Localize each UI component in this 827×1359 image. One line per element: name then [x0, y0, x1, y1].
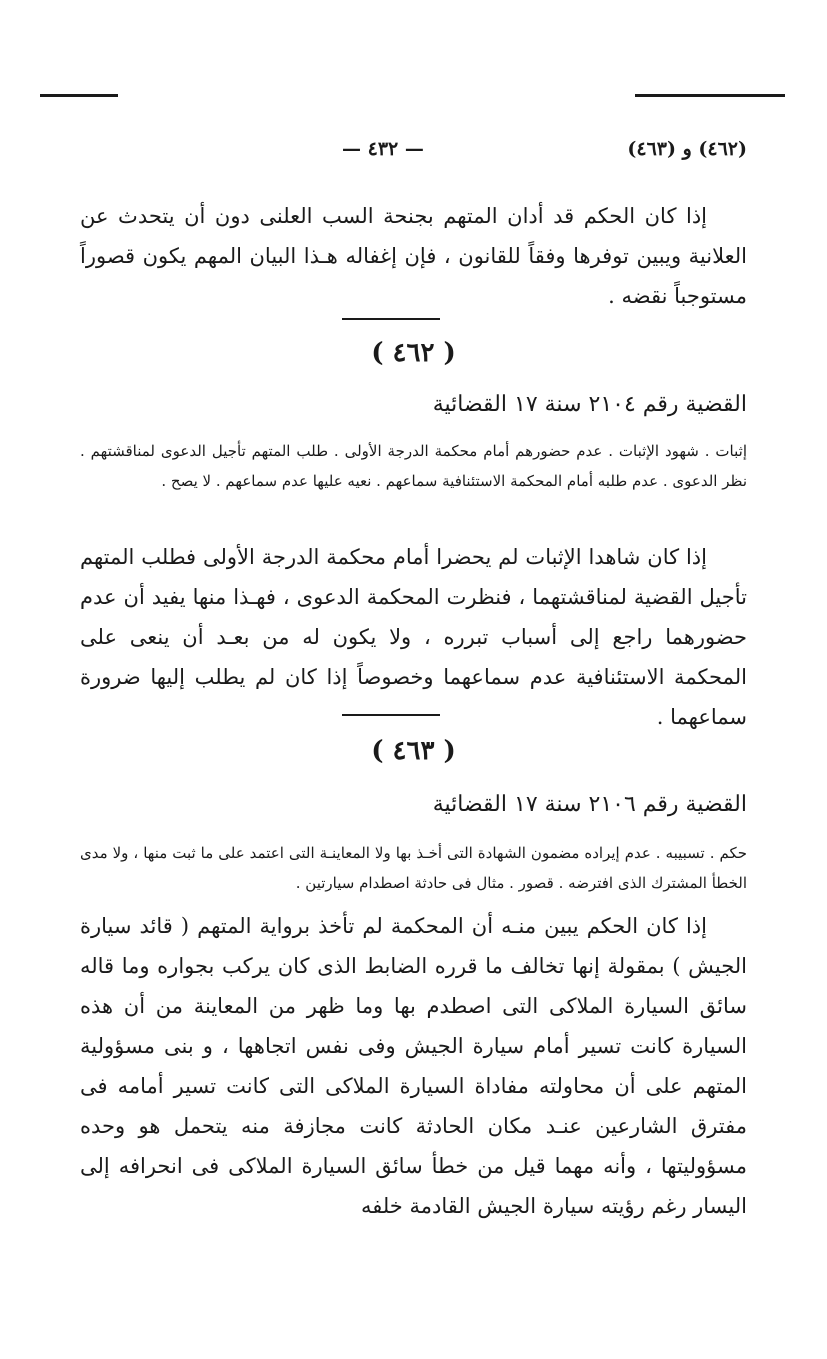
case-summary-462: إثبات . شهود الإثبات . عدم حضورهم أمام محكمة الدرجة الأولى . طلب المتهم تأجيل الدعوى لمناقشتهم . نظر الدعوى . عدم طلبه أمام المحكمة الاستئنافية سماعهم . نعيه عليها عدم سماعهم . لا يصح .	[80, 442, 747, 490]
case-title-463: القضية رقم ٢١٠٦ سنة ١٧ القضائية	[432, 792, 747, 817]
section-number-462: ( ٤٦٢ )	[371, 338, 456, 368]
case-summary-463: حكم . تسبيبه . عدم إيراده مضمون الشهادة التى أخـذ بها ولا المعاينـة التى اعتمد على ما ثبت منها ، ولا مدى الخطأ المشترك الذى افترضه . قصور . مثال فى حادثة اصطدام سيارتين .	[80, 844, 747, 892]
top-rule-right	[635, 94, 785, 97]
header-case-numbers: (٤٦٢) و (٤٦٣)	[627, 138, 747, 160]
section-divider-462	[342, 318, 440, 320]
section-number-463: ( ٤٦٣ )	[371, 736, 456, 766]
top-rule-left	[40, 94, 118, 97]
intro-paragraph: إذا كان الحكم قد أدان المتهم بجنحة السب العلنى دون أن يتحدث عن العلانية ويبين توفرها وفقاً للقانون ، فإن إغفاله هـذا البيان المهم يكون قصوراً مستوجباً نقضه .	[80, 204, 747, 308]
page-header	[80, 138, 747, 172]
ruling-paragraph-463: إذا كان الحكم يبين منـه أن المحكمة لم تأخذ برواية المتهم ( قائد سيارة الجيش ) بمقولة إنها تخالف ما قرره الضابط الذى كان يركب بجواره وما قاله سائق السيارة الملاكى التى اصطدم بها وما ظهر من المعاينة من أن هذه السيارة كانت تسير أمام سيارة الجيش وفى نفس اتجاهها ، و بنى مسؤولية المتهم على أن محاولته مفاداة السيارة الملاكى التى كانت تسير أمامه فى مفترق الشارعين عنـد مكان الحادثة كانت مجازفة منه يتحمل هو وحده مسؤوليتها ، وأنه مهما قيل من خطأ سائق السيارة الملاكى فى انحرافه إلى اليسار رغم رؤيته سيارة الجيش القادمة خلفه	[80, 914, 747, 1218]
ruling-paragraph-462: إذا كان شاهدا الإثبات لم يحضرا أمام محكمة الدرجة الأولى فطلب المتهم تأجيل القضية لمناقشتهما ، فنظرت المحكمة الدعوى ، فهـذا منها يفيد أن عدم حضورهما راجع إلى أسباب تبرره ، ولا يكون له من بعـد أن ينعى على المحكمة الاستئنافية عدم سماعهما وخصوصاً إذا كان لم يطلب إليها ضرورة سماعهما .	[80, 545, 747, 729]
page-number: — ٤٣٢ —	[342, 138, 424, 160]
case-title-462: القضية رقم ٢١٠٤ سنة ١٧ القضائية	[432, 392, 747, 417]
section-divider-463	[342, 714, 440, 716]
